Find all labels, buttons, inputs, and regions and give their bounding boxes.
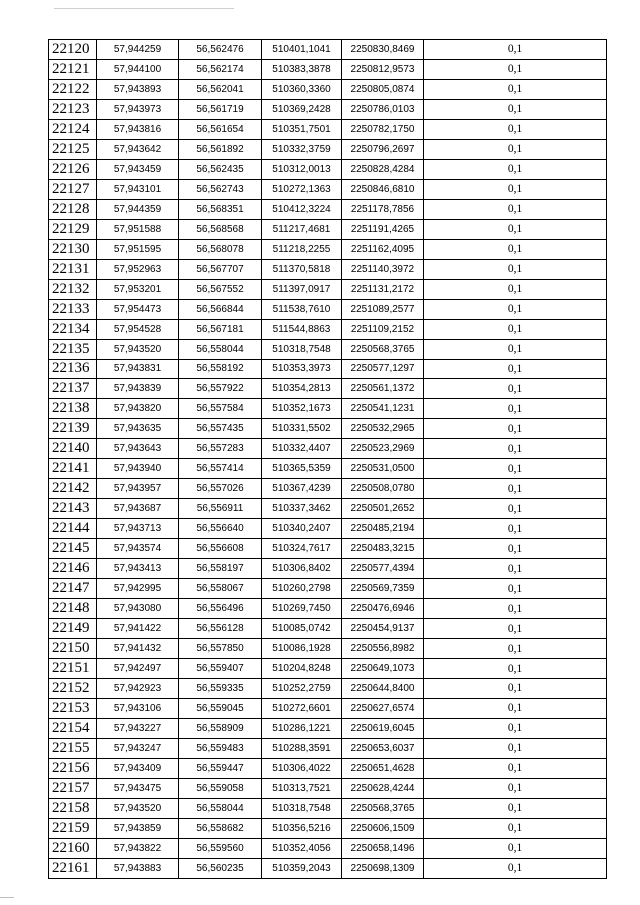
latitude-cell: 57,941422 [97, 619, 179, 639]
value-cell: 0,1 [424, 279, 607, 299]
coord-y-cell: 2250812,9573 [342, 59, 424, 79]
table-row [49, 59, 607, 79]
coord-x-cell: 510324,7617 [262, 539, 342, 559]
coord-x-cell: 510332,3759 [262, 139, 342, 159]
latitude-cell: 57,952963 [97, 259, 179, 279]
longitude-cell: 56,561654 [179, 119, 262, 139]
table-row [49, 399, 607, 419]
point-number-cell: 22126 [49, 159, 97, 179]
latitude-cell: 57,943520 [97, 339, 179, 359]
point-number-cell: 22145 [49, 539, 97, 559]
latitude-cell: 57,954473 [97, 299, 179, 319]
longitude-cell: 56,558192 [179, 359, 262, 379]
value-cell: 0,1 [424, 858, 607, 878]
latitude-cell: 57,942497 [97, 659, 179, 679]
value-cell: 0,1 [424, 579, 607, 599]
coord-y-cell: 2250830,8469 [342, 40, 424, 60]
coord-x-cell: 510367,4239 [262, 479, 342, 499]
value-cell: 0,1 [424, 259, 607, 279]
longitude-cell: 56,562435 [179, 159, 262, 179]
latitude-cell: 57,943409 [97, 758, 179, 778]
coord-x-cell: 510356,5216 [262, 818, 342, 838]
coord-x-cell: 511370,5818 [262, 259, 342, 279]
point-number-cell: 22123 [49, 99, 97, 119]
coord-y-cell: 2250846,6810 [342, 179, 424, 199]
value-cell: 0,1 [424, 239, 607, 259]
table-row [49, 359, 607, 379]
table-row [49, 219, 607, 239]
coord-y-cell: 2251140,3972 [342, 259, 424, 279]
coord-y-cell: 2250523,2969 [342, 439, 424, 459]
point-number-cell: 22151 [49, 659, 97, 679]
latitude-cell: 57,943940 [97, 459, 179, 479]
coord-x-cell: 510204,8248 [262, 659, 342, 679]
coord-x-cell: 510318,7548 [262, 798, 342, 818]
value-cell: 0,1 [424, 479, 607, 499]
latitude-cell: 57,941432 [97, 639, 179, 659]
coord-x-cell: 510306,4022 [262, 758, 342, 778]
longitude-cell: 56,556608 [179, 539, 262, 559]
value-cell: 0,1 [424, 219, 607, 239]
table-row [49, 40, 607, 60]
coord-y-cell: 2250556,8982 [342, 639, 424, 659]
table-row [49, 659, 607, 679]
point-number-cell: 22127 [49, 179, 97, 199]
longitude-cell: 56,568568 [179, 219, 262, 239]
longitude-cell: 56,559407 [179, 659, 262, 679]
value-cell: 0,1 [424, 459, 607, 479]
coord-x-cell: 510354,2813 [262, 379, 342, 399]
longitude-cell: 56,558067 [179, 579, 262, 599]
coord-y-cell: 2250577,1297 [342, 359, 424, 379]
point-number-cell: 22130 [49, 239, 97, 259]
value-cell: 0,1 [424, 119, 607, 139]
table-row [49, 279, 607, 299]
table-row [49, 798, 607, 818]
latitude-cell: 57,943893 [97, 79, 179, 99]
point-number-cell: 22157 [49, 778, 97, 798]
longitude-cell: 56,567552 [179, 279, 262, 299]
latitude-cell: 57,943831 [97, 359, 179, 379]
coord-x-cell: 510412,3224 [262, 199, 342, 219]
coord-x-cell: 510318,7548 [262, 339, 342, 359]
latitude-cell: 57,954528 [97, 319, 179, 339]
longitude-cell: 56,559560 [179, 838, 262, 858]
latitude-cell: 57,943643 [97, 439, 179, 459]
point-number-cell: 22152 [49, 679, 97, 699]
value-cell: 0,1 [424, 798, 607, 818]
coord-y-cell: 2250501,2652 [342, 499, 424, 519]
coord-y-cell: 2250568,3765 [342, 339, 424, 359]
coord-x-cell: 511544,8863 [262, 319, 342, 339]
point-number-cell: 22133 [49, 299, 97, 319]
latitude-cell: 57,943101 [97, 179, 179, 199]
table-row [49, 519, 607, 539]
coord-x-cell: 510337,3462 [262, 499, 342, 519]
coord-y-cell: 2251131,2172 [342, 279, 424, 299]
coord-x-cell: 511538,7610 [262, 299, 342, 319]
table-row [49, 259, 607, 279]
coord-x-cell: 510359,2043 [262, 858, 342, 878]
latitude-cell: 57,943247 [97, 738, 179, 758]
table-row [49, 559, 607, 579]
longitude-cell: 56,558909 [179, 718, 262, 738]
table-row [49, 838, 607, 858]
longitude-cell: 56,562041 [179, 79, 262, 99]
latitude-cell: 57,943957 [97, 479, 179, 499]
coord-y-cell: 2250644,8400 [342, 679, 424, 699]
table-row [49, 179, 607, 199]
value-cell: 0,1 [424, 599, 607, 619]
longitude-cell: 56,557414 [179, 459, 262, 479]
point-number-cell: 22148 [49, 599, 97, 619]
coord-y-cell: 2250483,3215 [342, 539, 424, 559]
coordinates-table [48, 39, 607, 879]
coord-y-cell: 2250568,3765 [342, 798, 424, 818]
coord-y-cell: 2250698,1309 [342, 858, 424, 878]
point-number-cell: 22128 [49, 199, 97, 219]
longitude-cell: 56,557584 [179, 399, 262, 419]
latitude-cell: 57,944259 [97, 40, 179, 60]
table-row [49, 639, 607, 659]
coord-x-cell: 510286,1221 [262, 718, 342, 738]
coord-x-cell: 510085,0742 [262, 619, 342, 639]
value-cell: 0,1 [424, 639, 607, 659]
coord-y-cell: 2250649,1073 [342, 659, 424, 679]
table-row [49, 619, 607, 639]
coord-x-cell: 510365,5359 [262, 459, 342, 479]
point-number-cell: 22136 [49, 359, 97, 379]
coord-y-cell: 2250658,1496 [342, 838, 424, 858]
latitude-cell: 57,953201 [97, 279, 179, 299]
point-number-cell: 22149 [49, 619, 97, 639]
value-cell: 0,1 [424, 339, 607, 359]
longitude-cell: 56,557922 [179, 379, 262, 399]
coord-y-cell: 2250606,1509 [342, 818, 424, 838]
coord-x-cell: 510272,6601 [262, 698, 342, 718]
coord-y-cell: 2250653,6037 [342, 738, 424, 758]
latitude-cell: 57,943713 [97, 519, 179, 539]
point-number-cell: 22141 [49, 459, 97, 479]
value-cell: 0,1 [424, 539, 607, 559]
latitude-cell: 57,943635 [97, 419, 179, 439]
coord-x-cell: 510260,2798 [262, 579, 342, 599]
table-row [49, 738, 607, 758]
page-edge-mark [0, 897, 14, 898]
latitude-cell: 57,943080 [97, 599, 179, 619]
latitude-cell: 57,943642 [97, 139, 179, 159]
table-row [49, 718, 607, 738]
latitude-cell: 57,943227 [97, 718, 179, 738]
longitude-cell: 56,556911 [179, 499, 262, 519]
longitude-cell: 56,566844 [179, 299, 262, 319]
coord-y-cell: 2250577,4394 [342, 559, 424, 579]
longitude-cell: 56,559058 [179, 778, 262, 798]
longitude-cell: 56,557435 [179, 419, 262, 439]
table-row [49, 119, 607, 139]
longitude-cell: 56,558044 [179, 339, 262, 359]
header-rule [54, 8, 234, 9]
value-cell: 0,1 [424, 79, 607, 99]
coord-y-cell: 2250651,4628 [342, 758, 424, 778]
latitude-cell: 57,943822 [97, 838, 179, 858]
point-number-cell: 22140 [49, 439, 97, 459]
point-number-cell: 22134 [49, 319, 97, 339]
longitude-cell: 56,559447 [179, 758, 262, 778]
coord-y-cell: 2250485,2194 [342, 519, 424, 539]
coord-y-cell: 2251191,4265 [342, 219, 424, 239]
point-number-cell: 22154 [49, 718, 97, 738]
coord-x-cell: 510340,2407 [262, 519, 342, 539]
table-row [49, 459, 607, 479]
longitude-cell: 56,568351 [179, 199, 262, 219]
value-cell: 0,1 [424, 778, 607, 798]
value-cell: 0,1 [424, 559, 607, 579]
longitude-cell: 56,558197 [179, 559, 262, 579]
table-row [49, 479, 607, 499]
coord-x-cell: 510353,3973 [262, 359, 342, 379]
coord-x-cell: 511397,0917 [262, 279, 342, 299]
latitude-cell: 57,943816 [97, 119, 179, 139]
coord-y-cell: 2250476,6946 [342, 599, 424, 619]
longitude-cell: 56,557026 [179, 479, 262, 499]
coord-y-cell: 2250627,6574 [342, 698, 424, 718]
point-number-cell: 22155 [49, 738, 97, 758]
point-number-cell: 22146 [49, 559, 97, 579]
coord-x-cell: 510369,2428 [262, 99, 342, 119]
latitude-cell: 57,943883 [97, 858, 179, 878]
table-row [49, 778, 607, 798]
table-row [49, 599, 607, 619]
coord-x-cell: 510269,7450 [262, 599, 342, 619]
coord-y-cell: 2251162,4095 [342, 239, 424, 259]
table-row [49, 439, 607, 459]
longitude-cell: 56,558682 [179, 818, 262, 838]
value-cell: 0,1 [424, 99, 607, 119]
longitude-cell: 56,567181 [179, 319, 262, 339]
latitude-cell: 57,943459 [97, 159, 179, 179]
coord-x-cell: 510312,0013 [262, 159, 342, 179]
point-number-cell: 22160 [49, 838, 97, 858]
longitude-cell: 56,556128 [179, 619, 262, 639]
table-row [49, 379, 607, 399]
point-number-cell: 22122 [49, 79, 97, 99]
latitude-cell: 57,951588 [97, 219, 179, 239]
point-number-cell: 22156 [49, 758, 97, 778]
table-row [49, 579, 607, 599]
latitude-cell: 57,943820 [97, 399, 179, 419]
table-row [49, 299, 607, 319]
value-cell: 0,1 [424, 179, 607, 199]
table-row [49, 99, 607, 119]
table-row [49, 419, 607, 439]
table-row [49, 679, 607, 699]
point-number-cell: 22137 [49, 379, 97, 399]
longitude-cell: 56,567707 [179, 259, 262, 279]
point-number-cell: 22143 [49, 499, 97, 519]
coordinates-sheet [48, 39, 607, 879]
coord-x-cell: 510352,1673 [262, 399, 342, 419]
value-cell: 0,1 [424, 838, 607, 858]
point-number-cell: 22132 [49, 279, 97, 299]
point-number-cell: 22120 [49, 40, 97, 60]
coord-x-cell: 510252,2759 [262, 679, 342, 699]
value-cell: 0,1 [424, 439, 607, 459]
coord-y-cell: 2251178,7856 [342, 199, 424, 219]
table-body [49, 40, 607, 879]
table-row [49, 159, 607, 179]
coord-x-cell: 510306,8402 [262, 559, 342, 579]
coord-x-cell: 510288,3591 [262, 738, 342, 758]
value-cell: 0,1 [424, 738, 607, 758]
latitude-cell: 57,943839 [97, 379, 179, 399]
value-cell: 0,1 [424, 159, 607, 179]
latitude-cell: 57,943859 [97, 818, 179, 838]
coord-x-cell: 510352,4056 [262, 838, 342, 858]
point-number-cell: 22121 [49, 59, 97, 79]
table-row [49, 858, 607, 878]
value-cell: 0,1 [424, 139, 607, 159]
longitude-cell: 56,559335 [179, 679, 262, 699]
value-cell: 0,1 [424, 199, 607, 219]
point-number-cell: 22129 [49, 219, 97, 239]
value-cell: 0,1 [424, 359, 607, 379]
value-cell: 0,1 [424, 299, 607, 319]
value-cell: 0,1 [424, 718, 607, 738]
table-row [49, 139, 607, 159]
point-number-cell: 22142 [49, 479, 97, 499]
longitude-cell: 56,560235 [179, 858, 262, 878]
table-row [49, 199, 607, 219]
point-number-cell: 22147 [49, 579, 97, 599]
longitude-cell: 56,568078 [179, 239, 262, 259]
longitude-cell: 56,562174 [179, 59, 262, 79]
longitude-cell: 56,559045 [179, 698, 262, 718]
coord-x-cell: 510331,5502 [262, 419, 342, 439]
coord-x-cell: 510086,1928 [262, 639, 342, 659]
latitude-cell: 57,943687 [97, 499, 179, 519]
table-row [49, 239, 607, 259]
coord-x-cell: 510332,4407 [262, 439, 342, 459]
longitude-cell: 56,561719 [179, 99, 262, 119]
coord-y-cell: 2251109,2152 [342, 319, 424, 339]
point-number-cell: 22125 [49, 139, 97, 159]
coord-x-cell: 510401,1041 [262, 40, 342, 60]
coord-y-cell: 2250561,1372 [342, 379, 424, 399]
value-cell: 0,1 [424, 758, 607, 778]
value-cell: 0,1 [424, 40, 607, 60]
longitude-cell: 56,557850 [179, 639, 262, 659]
point-number-cell: 22150 [49, 639, 97, 659]
table-row [49, 499, 607, 519]
value-cell: 0,1 [424, 59, 607, 79]
coord-x-cell: 511217,4681 [262, 219, 342, 239]
coord-x-cell: 511218,2255 [262, 239, 342, 259]
latitude-cell: 57,943106 [97, 698, 179, 718]
longitude-cell: 56,556496 [179, 599, 262, 619]
coord-y-cell: 2250531,0500 [342, 459, 424, 479]
latitude-cell: 57,942995 [97, 579, 179, 599]
longitude-cell: 56,562476 [179, 40, 262, 60]
coord-y-cell: 2250454,9137 [342, 619, 424, 639]
point-number-cell: 22124 [49, 119, 97, 139]
point-number-cell: 22139 [49, 419, 97, 439]
longitude-cell: 56,561892 [179, 139, 262, 159]
value-cell: 0,1 [424, 698, 607, 718]
coord-y-cell: 2250786,0103 [342, 99, 424, 119]
value-cell: 0,1 [424, 659, 607, 679]
table-row [49, 758, 607, 778]
table-row [49, 818, 607, 838]
value-cell: 0,1 [424, 679, 607, 699]
coord-y-cell: 2250805,0874 [342, 79, 424, 99]
latitude-cell: 57,951595 [97, 239, 179, 259]
table-row [49, 339, 607, 359]
value-cell: 0,1 [424, 319, 607, 339]
coord-y-cell: 2250569,7359 [342, 579, 424, 599]
point-number-cell: 22135 [49, 339, 97, 359]
value-cell: 0,1 [424, 519, 607, 539]
longitude-cell: 56,558044 [179, 798, 262, 818]
coord-y-cell: 2250828,4284 [342, 159, 424, 179]
point-number-cell: 22159 [49, 818, 97, 838]
point-number-cell: 22161 [49, 858, 97, 878]
value-cell: 0,1 [424, 499, 607, 519]
value-cell: 0,1 [424, 379, 607, 399]
value-cell: 0,1 [424, 399, 607, 419]
coord-x-cell: 510313,7521 [262, 778, 342, 798]
longitude-cell: 56,562743 [179, 179, 262, 199]
coord-y-cell: 2250532,2965 [342, 419, 424, 439]
latitude-cell: 57,943520 [97, 798, 179, 818]
table-row [49, 79, 607, 99]
point-number-cell: 22138 [49, 399, 97, 419]
coord-x-cell: 510360,3360 [262, 79, 342, 99]
coord-y-cell: 2250782,1750 [342, 119, 424, 139]
latitude-cell: 57,942923 [97, 679, 179, 699]
table-row [49, 319, 607, 339]
point-number-cell: 22144 [49, 519, 97, 539]
value-cell: 0,1 [424, 419, 607, 439]
longitude-cell: 56,556640 [179, 519, 262, 539]
latitude-cell: 57,943475 [97, 778, 179, 798]
table-row [49, 698, 607, 718]
point-number-cell: 22131 [49, 259, 97, 279]
coord-y-cell: 2250541,1231 [342, 399, 424, 419]
value-cell: 0,1 [424, 619, 607, 639]
point-number-cell: 22153 [49, 698, 97, 718]
latitude-cell: 57,944100 [97, 59, 179, 79]
coord-y-cell: 2250628,4244 [342, 778, 424, 798]
coord-y-cell: 2251089,2577 [342, 299, 424, 319]
coord-y-cell: 2250508,0780 [342, 479, 424, 499]
latitude-cell: 57,943413 [97, 559, 179, 579]
latitude-cell: 57,944359 [97, 199, 179, 219]
value-cell: 0,1 [424, 818, 607, 838]
longitude-cell: 56,557283 [179, 439, 262, 459]
point-number-cell: 22158 [49, 798, 97, 818]
longitude-cell: 56,559483 [179, 738, 262, 758]
latitude-cell: 57,943574 [97, 539, 179, 559]
coord-y-cell: 2250619,6045 [342, 718, 424, 738]
coord-y-cell: 2250796,2697 [342, 139, 424, 159]
coord-x-cell: 510383,3878 [262, 59, 342, 79]
latitude-cell: 57,943973 [97, 99, 179, 119]
table-row [49, 539, 607, 559]
coord-x-cell: 510272,1363 [262, 179, 342, 199]
coord-x-cell: 510351,7501 [262, 119, 342, 139]
